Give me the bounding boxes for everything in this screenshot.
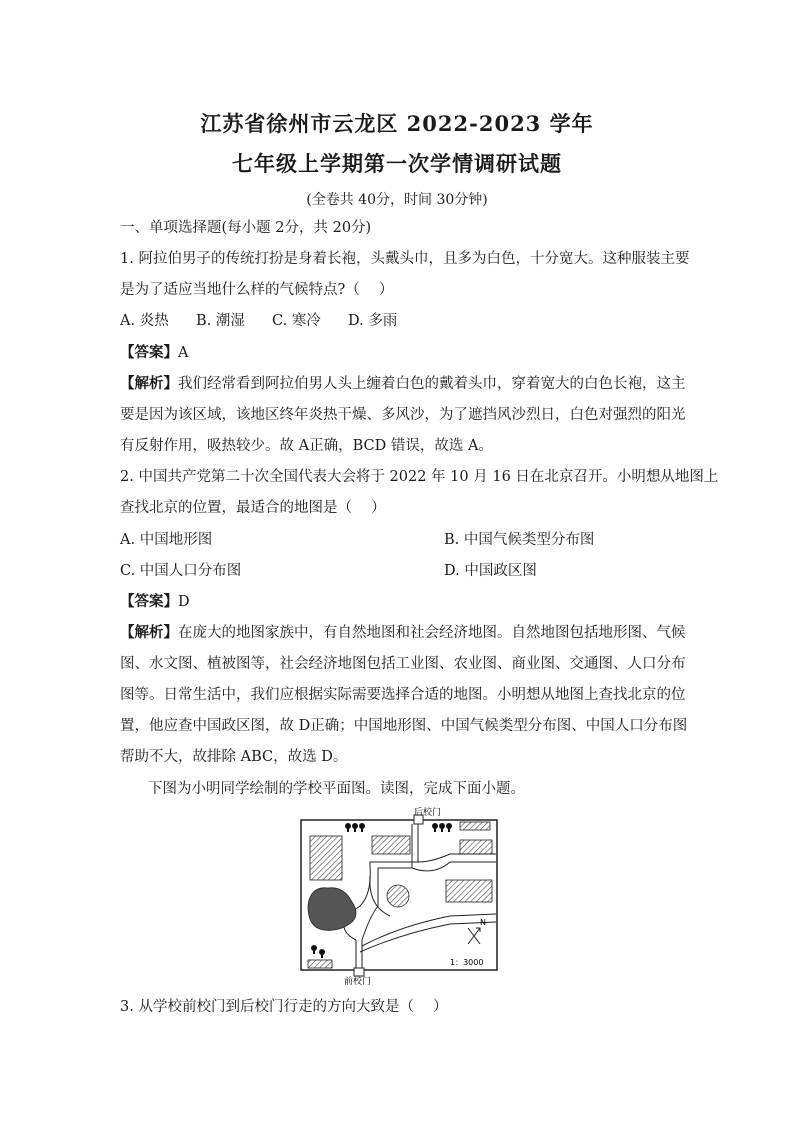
building-topright <box>460 822 490 830</box>
tree-group-topright-icon <box>432 823 452 832</box>
map-scale: 1：3000 <box>450 958 484 967</box>
q1-stem-line2: 是为了适应当地什么样的气候特点?（ ） <box>120 282 394 298</box>
answer-tag: 【答案】 <box>120 593 178 610</box>
q2-analysis-line5: 帮助不大，故排除 ABC，故选 D。 <box>120 749 348 765</box>
q1-analysis-line3: 有反射作用，吸热较少。故 A正确，BCD 错误，故选 A。 <box>120 438 493 454</box>
q2-option-d: D. 中国政区图 <box>444 563 537 579</box>
q2-option-c: C. 中国人口分布图 <box>120 563 242 579</box>
analysis-text: 我们经常看到阿拉伯男人头上缠着白色的戴着头巾，穿着宽大的白色长袍，这主 <box>178 376 686 392</box>
q2-analysis-line4: 置，他应查中国政区图，故 D正确；中国地形图、中国气候类型分布图、中国人口分布图 <box>120 718 688 734</box>
answer-tag: 【答案】 <box>120 344 178 361</box>
q2-option-b: B. 中国气候类型分布图 <box>444 532 595 548</box>
building-right-1 <box>460 840 492 854</box>
q1-answer <box>120 343 680 363</box>
analysis-tag: 【解析】 <box>120 375 178 392</box>
q2-stem-line1: 2. 中国共产党第二十次全国代表大会将于 2022 年 10 月 16 日在北京召开。小明想从地图上 <box>120 469 719 485</box>
q1-analysis-line1 <box>120 374 686 394</box>
q2-analysis-line3: 图等。日常生活中，我们应根据实际需要选择合适的地图。小明想从地图上查找北京的位 <box>120 687 686 703</box>
analysis-tag: 【解析】 <box>120 624 178 641</box>
q1-stem-line1: 1. 阿拉伯男子的传统打扮是身着长袍，头戴头巾，且多为白色，十分宽大。这种服装主要 <box>120 251 690 267</box>
north-label: N <box>480 918 486 927</box>
q1-option-d: D. 多雨 <box>348 313 398 329</box>
back-gate-label: 后校门 <box>414 808 442 818</box>
answer-value: D <box>178 594 190 610</box>
q1-option-a: A. 炎热 <box>120 313 169 329</box>
q2-analysis-line1 <box>120 623 686 643</box>
q2-answer <box>120 592 680 612</box>
round-plaza <box>387 885 409 907</box>
q1-option-c: C. 寒冷 <box>272 313 321 329</box>
q2-stem-line2: 查找北京的位置，最适合的地图是（ ） <box>120 500 386 516</box>
section-heading: 一、单项选择题(每小题 2分，共 20分) <box>120 220 372 236</box>
q2-analysis-line2: 图、水文图、植被图等，社会经济地图包括工业图、农业图、商业图、交通图、人口分布 <box>120 656 686 672</box>
building-right-2 <box>446 880 492 902</box>
school-plan-map <box>300 806 500 986</box>
exam-title-line2: 七年级上学期第一次学情调研试题 <box>232 151 562 176</box>
q3-stem-line1: 3. 从学校前校门到后校门行走的方向大致是（ ） <box>120 999 448 1015</box>
exam-title-line1: 江苏省徐州市云龙区 2022-2023 学年 <box>200 111 594 136</box>
analysis-text: 在庞大的地图家族中，有自然地图和社会经济地图。自然地图包括地形图、气候 <box>178 625 686 641</box>
answer-value: A <box>178 345 189 361</box>
building-bottomleft <box>308 960 332 968</box>
map-intro: 下图为小明同学绘制的学校平面图。读图，完成下面小题。 <box>148 781 525 797</box>
building-center-top <box>372 836 410 854</box>
exam-subtitle: (全卷共 40分，时间 30分钟) <box>306 192 488 208</box>
q2-option-a: A. 中国地形图 <box>120 532 213 548</box>
tree-group-topleft-icon <box>345 823 365 832</box>
building-left <box>310 836 342 880</box>
q1-option-b: B. 潮湿 <box>196 313 245 329</box>
q1-analysis-line2: 要是因为该区域，该地区终年炎热干燥、多风沙，为了遮挡风沙烈日，白色对强烈的阳光 <box>120 407 686 423</box>
front-gate-icon <box>354 968 364 976</box>
front-gate-label: 前校门 <box>344 977 372 986</box>
